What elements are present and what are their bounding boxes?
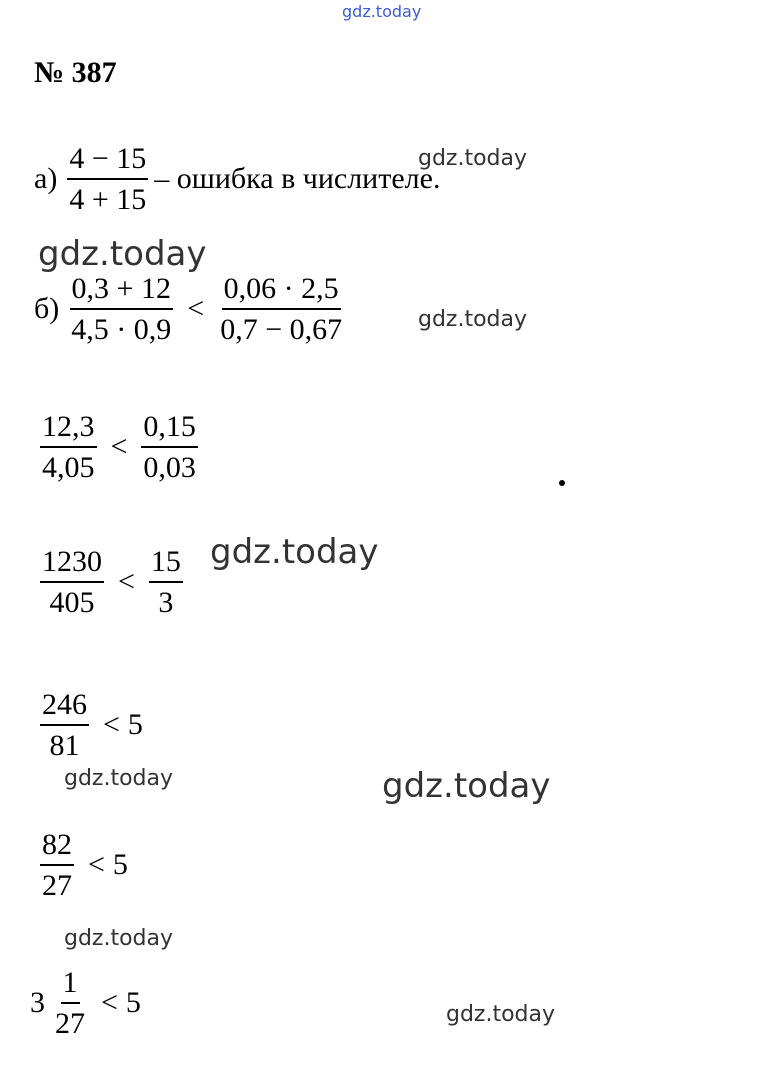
step-3-right: 5: [127, 708, 143, 741]
step-1-left-denominator: 4,05: [42, 451, 95, 484]
step-1-right-numerator: 0,15: [141, 410, 198, 448]
part-b-left-fraction: [69, 272, 173, 346]
step-1-left-fraction: [40, 410, 97, 484]
step-1-right-fraction: [141, 410, 198, 484]
part-b-right-numerator: 0,06 · 2,5: [222, 272, 341, 310]
step-4-left-fraction: [40, 828, 74, 902]
part-a-comment: – ошибка в числителе.: [154, 162, 441, 195]
step-4: [34, 828, 128, 902]
step-2: [34, 545, 189, 619]
step-2-right-fraction: [149, 545, 183, 619]
step-3-left-fraction: [40, 688, 89, 762]
step-5-sign: <: [101, 986, 118, 1019]
step-5-whole: 3: [30, 986, 45, 1019]
watermark-6: gdz.today: [382, 766, 551, 806]
stray-dot: [559, 480, 565, 486]
watermark-5: gdz.today: [64, 766, 174, 791]
step-5: [30, 966, 141, 1040]
watermark-4: gdz.today: [210, 532, 379, 572]
step-1: [34, 410, 204, 484]
watermark-1: gdz.today: [418, 146, 528, 171]
step-4-left-denominator: 27: [42, 869, 72, 902]
part-a-label: а): [34, 162, 58, 195]
watermark-top: gdz.today: [342, 2, 422, 21]
watermark-3: gdz.today: [418, 307, 528, 332]
part-b-label: б): [34, 292, 60, 325]
step-5-denominator: 27: [55, 1007, 85, 1040]
part-b-left-denominator: 4,5 · 0,9: [71, 313, 172, 346]
step-3-left-denominator: 81: [49, 729, 80, 762]
step-5-numerator: 1: [61, 966, 80, 1004]
step-3-left-numerator: 246: [40, 688, 89, 726]
step-2-right-denominator: 3: [158, 586, 174, 619]
part-b-right-fraction: [218, 272, 344, 346]
part-a-denominator: 4 + 15: [69, 183, 147, 216]
watermark-2: gdz.today: [38, 234, 207, 274]
part-a-fraction: [67, 142, 148, 216]
step-1-right-denominator: 0,03: [143, 451, 196, 484]
step-4-right: 5: [112, 848, 128, 881]
step-4-left-numerator: 82: [40, 828, 74, 866]
problem-number: № 387: [34, 56, 117, 89]
step-1-sign: <: [110, 430, 128, 463]
part-b: [34, 272, 350, 346]
step-2-left-fraction: [40, 545, 104, 619]
watermark-8: gdz.today: [446, 1002, 556, 1027]
part-b-sign: <: [187, 292, 205, 325]
step-3-sign: <: [103, 708, 120, 741]
step-5-fraction: [53, 966, 87, 1040]
part-b-left-numerator: 0,3 + 12: [70, 272, 173, 310]
part-b-right-denominator: 0,7 − 0,67: [220, 313, 343, 346]
step-2-sign: <: [118, 565, 135, 598]
step-5-right: 5: [125, 986, 141, 1019]
part-a-numerator: 4 − 15: [67, 142, 148, 180]
part-a: [34, 142, 440, 216]
step-1-left-numerator: 12,3: [40, 410, 97, 448]
step-2-left-numerator: 1230: [40, 545, 104, 583]
step-2-left-denominator: 405: [49, 586, 95, 619]
step-4-sign: <: [88, 848, 105, 881]
step-2-right-numerator: 15: [149, 545, 183, 583]
step-3: [34, 688, 143, 762]
watermark-7: gdz.today: [64, 926, 174, 951]
